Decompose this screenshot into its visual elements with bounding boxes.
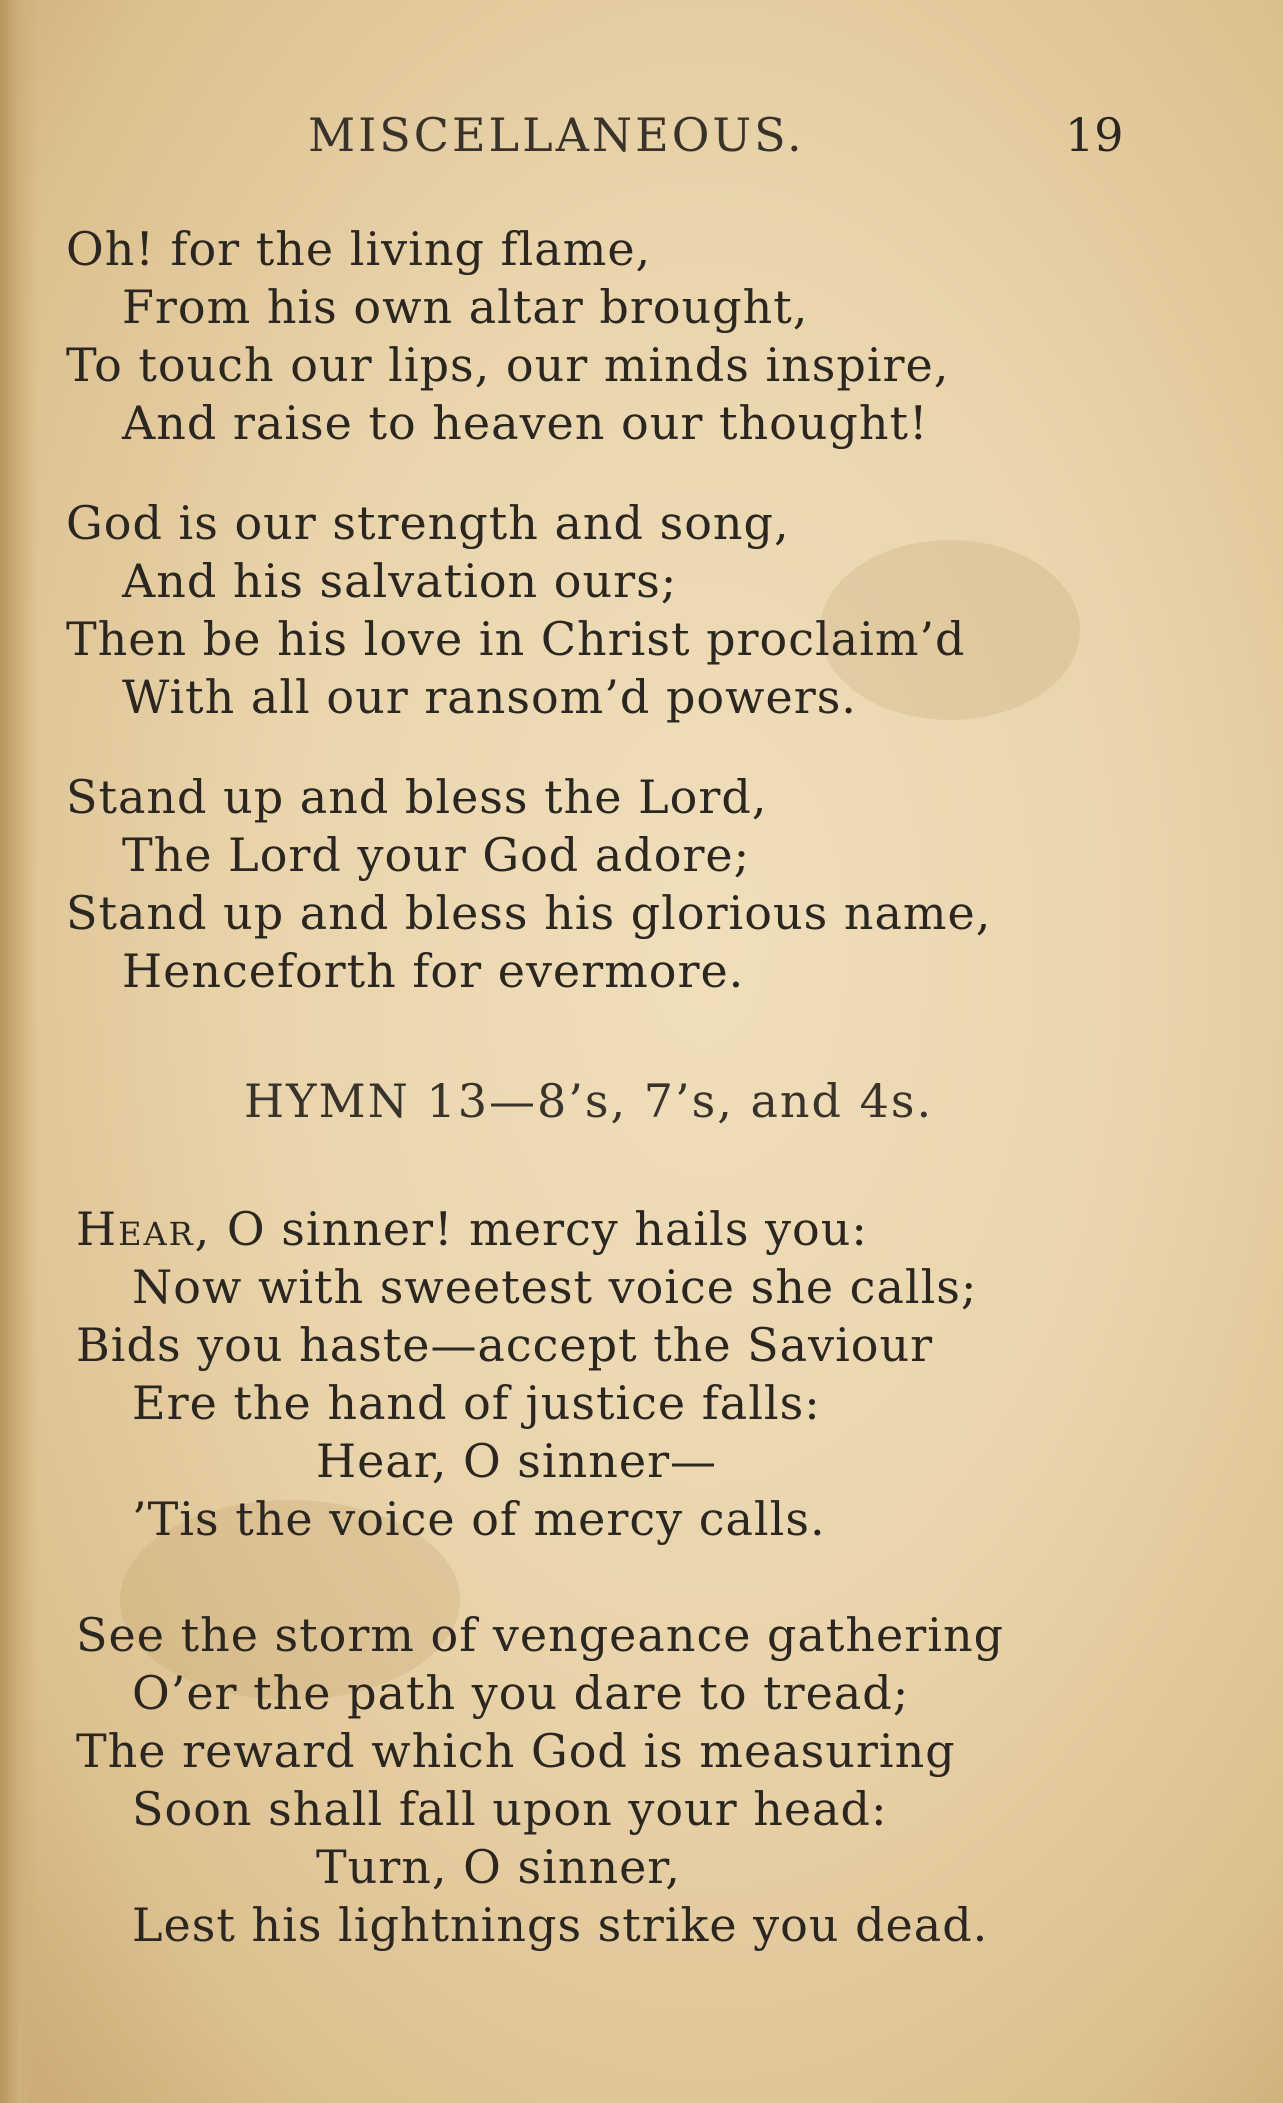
- verse-line: The reward which God is measuring: [76, 1724, 956, 1778]
- verse-line: God is our strength and song,: [66, 496, 790, 550]
- stanza: [66, 768, 1216, 1000]
- hymn-title: HYMN 13—8’s, 7’s, and 4s.: [244, 1074, 934, 1128]
- verse-line: ’Tis the voice of mercy calls.: [132, 1492, 826, 1546]
- verse-line: Lest his lightnings strike you dead.: [132, 1898, 989, 1952]
- verse-line: From his own altar brought,: [122, 280, 809, 334]
- hymn-13: [66, 1200, 1216, 1954]
- verse-line-rest: O sinner! mercy hails you:: [211, 1202, 868, 1256]
- stanza: [66, 1200, 1216, 1548]
- stanza: [66, 1606, 1216, 1954]
- stanza: [66, 220, 1216, 452]
- verse-line: Stand up and bless the Lord,: [66, 770, 768, 824]
- verse-line: Ere the hand of justice falls:: [132, 1376, 821, 1430]
- verse-line: Soon shall fall upon your head:: [132, 1782, 888, 1836]
- verse-line: Bids you haste—accept the Saviour: [76, 1318, 934, 1372]
- verse-line: Henceforth for evermore.: [122, 944, 745, 998]
- verse-line: The Lord your God adore;: [122, 828, 751, 882]
- verse-line: And his salvation ours;: [122, 554, 678, 608]
- verse-line: Turn, O sinner,: [316, 1840, 681, 1894]
- verse-line: Then be his love in Christ proclaim’d: [66, 612, 966, 666]
- page-gutter-shadow: [0, 0, 38, 2103]
- verse-line: And raise to heaven our thought!: [122, 396, 929, 450]
- page-header: [0, 108, 1283, 168]
- verse-line: Now with sweetest voice she calls;: [132, 1260, 978, 1314]
- verse-line: Hear, O sinner—: [316, 1434, 718, 1488]
- verse-line: [76, 1200, 1216, 1258]
- verse-line: With all our ransom’d powers.: [122, 670, 857, 724]
- drop-word: Hear,: [76, 1202, 212, 1256]
- verse-line: Oh! for the living flame,: [66, 222, 652, 276]
- page-number: 19: [1065, 108, 1124, 162]
- verse-line: Stand up and bless his glorious name,: [66, 886, 992, 940]
- stanza: [66, 494, 1216, 726]
- running-title: MISCELLANEOUS.: [308, 108, 805, 162]
- verse-line: O’er the path you dare to tread;: [132, 1666, 910, 1720]
- page-body: [66, 220, 1216, 1996]
- verse-line: To touch our lips, our minds inspire,: [66, 338, 950, 392]
- verse-line: See the storm of vengeance gathering: [76, 1608, 1005, 1662]
